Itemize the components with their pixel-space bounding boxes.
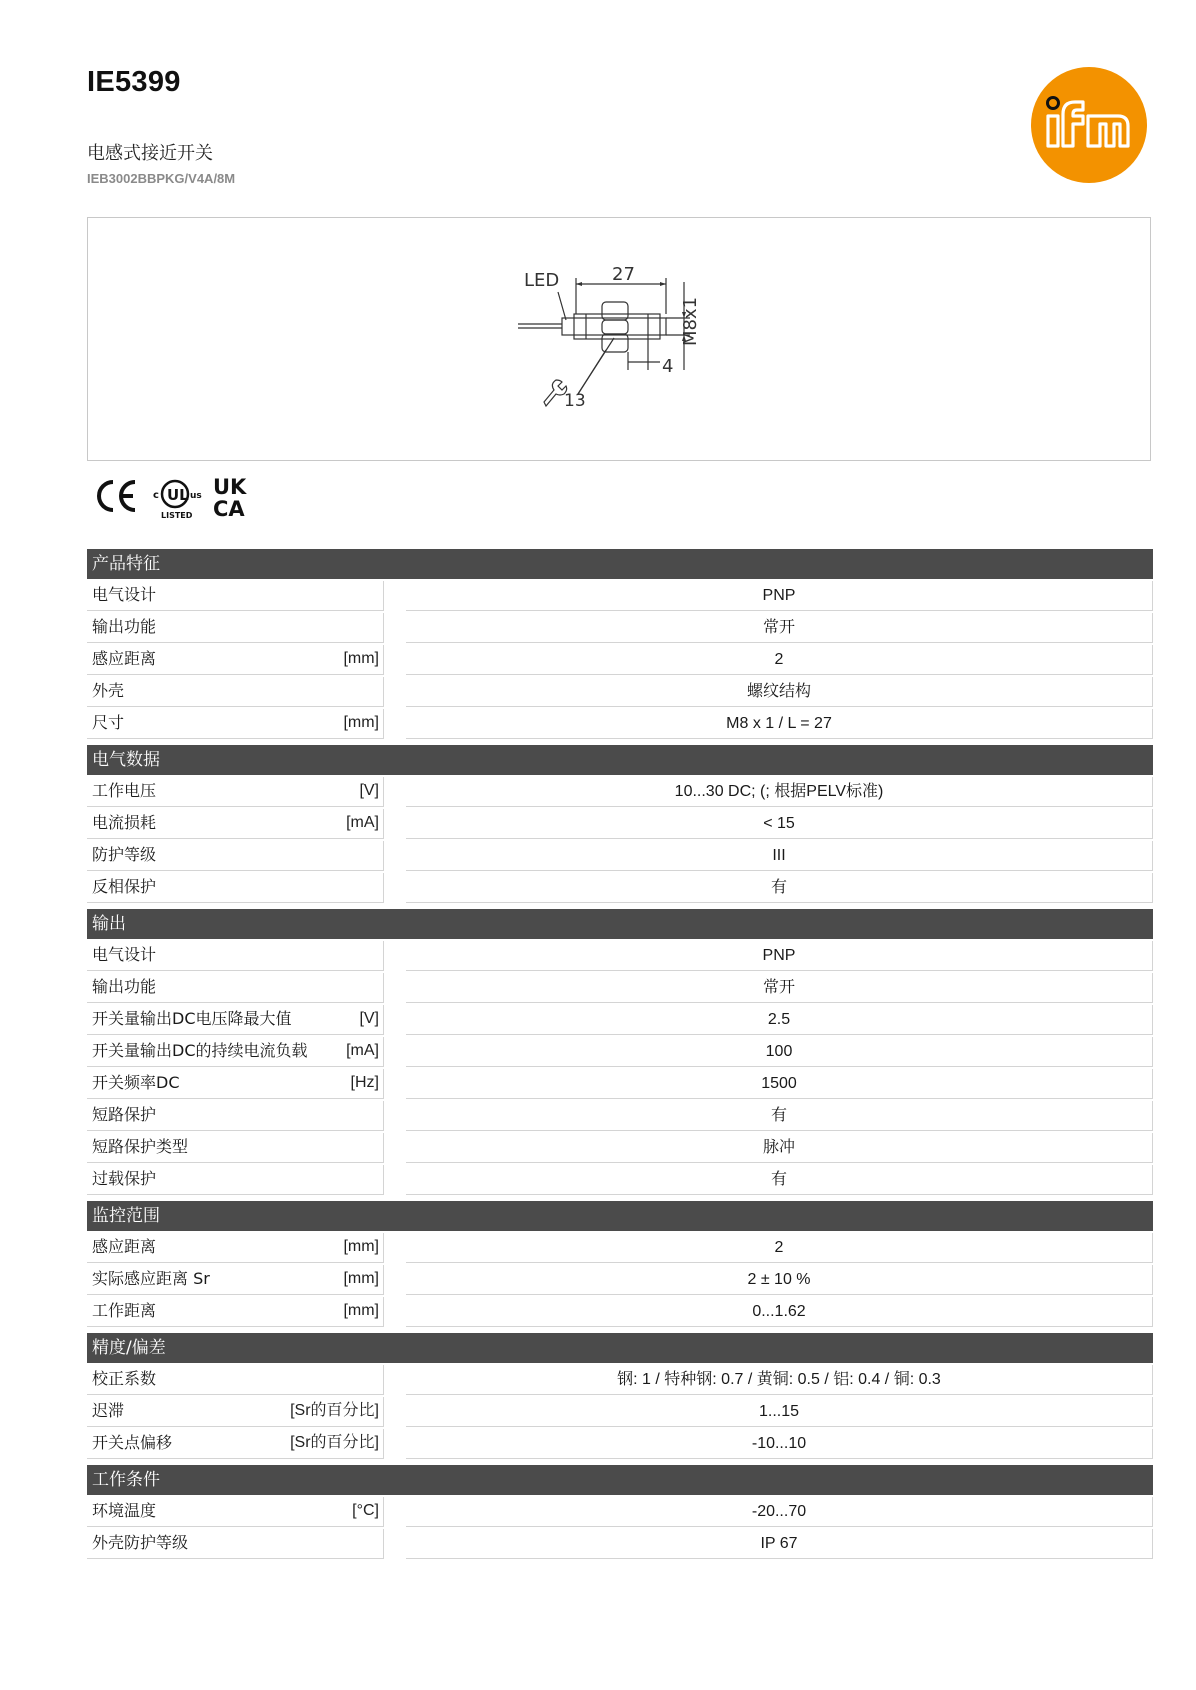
spec-row [87, 809, 1153, 839]
dimension-drawing-frame [87, 217, 1151, 461]
spec-label: 电流损耗 [92, 813, 157, 832]
svg-text:UK: UK [213, 475, 247, 499]
spec-value: 有 [406, 873, 1153, 903]
spec-section [87, 1465, 1153, 1559]
cul-listed-icon [153, 481, 202, 520]
spec-value: 2.5 [406, 1005, 1153, 1035]
length-label: 27 [612, 264, 635, 285]
column-gap [384, 613, 406, 643]
spec-row [87, 1529, 1153, 1559]
spec-label-cell [87, 1397, 384, 1427]
spec-label: 开关量输出DC的持续电流负载 [92, 1041, 308, 1060]
spec-section [87, 745, 1153, 903]
spec-value: 2 ± 10 % [406, 1265, 1153, 1295]
spec-value: 1...15 [406, 1397, 1153, 1427]
spec-value: 10...30 DC; (; 根据PELV标准) [406, 777, 1153, 807]
spec-label-cell [87, 1365, 384, 1395]
spec-row [87, 973, 1153, 1003]
specification-tables [87, 549, 1153, 1565]
spec-value: PNP [406, 581, 1153, 611]
spec-value: 钢: 1 / 特种钢: 0.7 / 黄铜: 0.5 / 铝: 0.4 / 铜: 0.3 [406, 1365, 1153, 1395]
spec-value: 2 [406, 1233, 1153, 1263]
column-gap [384, 1133, 406, 1163]
spec-value: 常开 [406, 613, 1153, 643]
spec-label: 反相保护 [92, 877, 157, 896]
spec-label-cell [87, 645, 384, 675]
column-gap [384, 709, 406, 739]
column-gap [384, 1005, 406, 1035]
spec-label: 工作电压 [92, 781, 157, 800]
column-gap [384, 809, 406, 839]
spec-row [87, 873, 1153, 903]
certification-marks [91, 472, 261, 522]
svg-text:us: us [190, 491, 202, 501]
spec-row [87, 1133, 1153, 1163]
ifm-logo [1030, 66, 1148, 184]
spec-value: 螺纹结构 [406, 677, 1153, 707]
spec-row [87, 677, 1153, 707]
spec-label-cell [87, 1233, 384, 1263]
spec-value: -10...10 [406, 1429, 1153, 1459]
section-header: 输出 [87, 909, 1153, 939]
spec-row [87, 1165, 1153, 1195]
spec-value: 1500 [406, 1069, 1153, 1099]
spec-value: 100 [406, 1037, 1153, 1067]
spec-value: 有 [406, 1101, 1153, 1131]
spec-row [87, 645, 1153, 675]
spec-label-cell [87, 1037, 384, 1067]
spec-unit: [mA] [346, 814, 379, 831]
spec-row [87, 581, 1153, 611]
spec-label: 感应距离 [92, 1237, 157, 1256]
spec-label-cell [87, 677, 384, 707]
column-gap [384, 941, 406, 971]
column-gap [384, 873, 406, 903]
column-gap [384, 1265, 406, 1295]
spec-section [87, 1333, 1153, 1459]
spec-label-cell [87, 1429, 384, 1459]
spec-label: 迟滞 [92, 1401, 125, 1420]
spec-value: -20...70 [406, 1497, 1153, 1527]
spec-row [87, 1497, 1153, 1527]
section-header: 电气数据 [87, 745, 1153, 775]
spec-section [87, 549, 1153, 739]
spec-label: 实际感应距离 Sr [92, 1269, 210, 1288]
spec-row [87, 941, 1153, 971]
spec-value: 有 [406, 1165, 1153, 1195]
spec-row [87, 1297, 1153, 1327]
column-gap [384, 1429, 406, 1459]
spec-unit: [mm] [343, 650, 379, 667]
spec-unit: [mA] [346, 1042, 379, 1059]
svg-text:LISTED: LISTED [161, 511, 193, 520]
spec-label: 短路保护类型 [92, 1137, 189, 1156]
product-title: IE5399 [87, 66, 181, 98]
spec-label-cell [87, 841, 384, 871]
svg-text:c: c [153, 490, 159, 501]
spec-label: 开关频率DC [92, 1073, 180, 1092]
spec-unit: [mm] [343, 1238, 379, 1255]
spec-value: < 15 [406, 809, 1153, 839]
spec-label-cell [87, 1069, 384, 1099]
spec-label: 外壳防护等级 [92, 1533, 189, 1552]
spec-value: M8 x 1 / L = 27 [406, 709, 1153, 739]
section-header: 监控范围 [87, 1201, 1153, 1231]
spec-unit: [V] [359, 782, 379, 799]
column-gap [384, 1037, 406, 1067]
spec-unit: [°C] [352, 1502, 379, 1519]
spec-label: 短路保护 [92, 1105, 157, 1124]
spec-unit: [V] [359, 1010, 379, 1027]
spec-row [87, 841, 1153, 871]
dimension-drawing [518, 242, 718, 412]
spec-label: 感应距离 [92, 649, 157, 668]
spec-row [87, 1265, 1153, 1295]
spec-label-cell [87, 1165, 384, 1195]
product-code: IEB3002BBPKG/V4A/8M [87, 171, 236, 186]
spec-label-cell [87, 1497, 384, 1527]
column-gap [384, 677, 406, 707]
spec-row [87, 1233, 1153, 1263]
spec-label-cell [87, 873, 384, 903]
spec-unit: [mm] [343, 1270, 379, 1287]
spec-value: PNP [406, 941, 1153, 971]
dim-4-label: 4 [662, 356, 674, 377]
spec-value: 2 [406, 645, 1153, 675]
spec-label: 输出功能 [92, 617, 157, 636]
spec-label-cell [87, 941, 384, 971]
spec-unit: [Hz] [350, 1074, 379, 1091]
column-gap [384, 1069, 406, 1099]
ukca-mark-icon [213, 475, 247, 521]
spec-label-cell [87, 1005, 384, 1035]
spec-label-cell [87, 613, 384, 643]
led-label: LED [524, 270, 560, 291]
section-header: 精度/偏差 [87, 1333, 1153, 1363]
spec-row [87, 1101, 1153, 1131]
spec-unit: [mm] [343, 714, 379, 731]
spec-row [87, 1069, 1153, 1099]
spec-row [87, 1005, 1153, 1035]
spec-value: 常开 [406, 973, 1153, 1003]
column-gap [384, 1529, 406, 1559]
spec-label: 尺寸 [92, 713, 125, 732]
spec-label-cell [87, 973, 384, 1003]
spec-label: 开关量输出DC电压降最大值 [92, 1009, 292, 1028]
spec-unit: [Sr的百分比] [290, 1402, 379, 1419]
product-subtitle: 电感式接近开关 [87, 143, 213, 164]
column-gap [384, 841, 406, 871]
spec-label-cell [87, 1101, 384, 1131]
spec-row [87, 1037, 1153, 1067]
spec-label: 过载保护 [92, 1169, 157, 1188]
svg-text:CA: CA [213, 497, 245, 521]
spec-value: III [406, 841, 1153, 871]
spec-label-cell [87, 1529, 384, 1559]
spec-label: 输出功能 [92, 977, 157, 996]
spec-label-cell [87, 1133, 384, 1163]
spec-value: 脉冲 [406, 1133, 1153, 1163]
column-gap [384, 1397, 406, 1427]
spec-label-cell [87, 809, 384, 839]
spec-label: 工作距离 [92, 1301, 157, 1320]
spec-unit: [Sr的百分比] [290, 1434, 379, 1451]
spec-row [87, 709, 1153, 739]
spec-label-cell [87, 581, 384, 611]
spec-label: 外壳 [92, 681, 125, 700]
spec-row [87, 777, 1153, 807]
spec-value: 0...1.62 [406, 1297, 1153, 1327]
spec-label: 环境温度 [92, 1501, 157, 1520]
spec-section [87, 909, 1153, 1195]
wrench-size-label: 13 [564, 391, 586, 411]
svg-text:UL: UL [167, 486, 189, 504]
spec-label-cell [87, 1297, 384, 1327]
column-gap [384, 581, 406, 611]
spec-label-cell [87, 1265, 384, 1295]
column-gap [384, 1101, 406, 1131]
column-gap [384, 1497, 406, 1527]
spec-row [87, 1365, 1153, 1395]
spec-label-cell [87, 777, 384, 807]
column-gap [384, 777, 406, 807]
spec-row [87, 613, 1153, 643]
spec-label: 开关点偏移 [92, 1433, 173, 1452]
spec-unit: [mm] [343, 1302, 379, 1319]
spec-label: 电气设计 [92, 945, 157, 964]
spec-value: IP 67 [406, 1529, 1153, 1559]
column-gap [384, 1165, 406, 1195]
spec-label: 防护等级 [92, 845, 157, 864]
spec-section [87, 1201, 1153, 1327]
thread-label: M8x1 [680, 296, 701, 346]
ce-mark-icon [99, 482, 135, 510]
column-gap [384, 645, 406, 675]
column-gap [384, 973, 406, 1003]
column-gap [384, 1297, 406, 1327]
spec-row [87, 1397, 1153, 1427]
section-header: 工作条件 [87, 1465, 1153, 1495]
column-gap [384, 1233, 406, 1263]
spec-label: 电气设计 [92, 585, 157, 604]
column-gap [384, 1365, 406, 1395]
spec-row [87, 1429, 1153, 1459]
section-header: 产品特征 [87, 549, 1153, 579]
spec-label-cell [87, 709, 384, 739]
spec-label: 校正系数 [92, 1369, 157, 1388]
